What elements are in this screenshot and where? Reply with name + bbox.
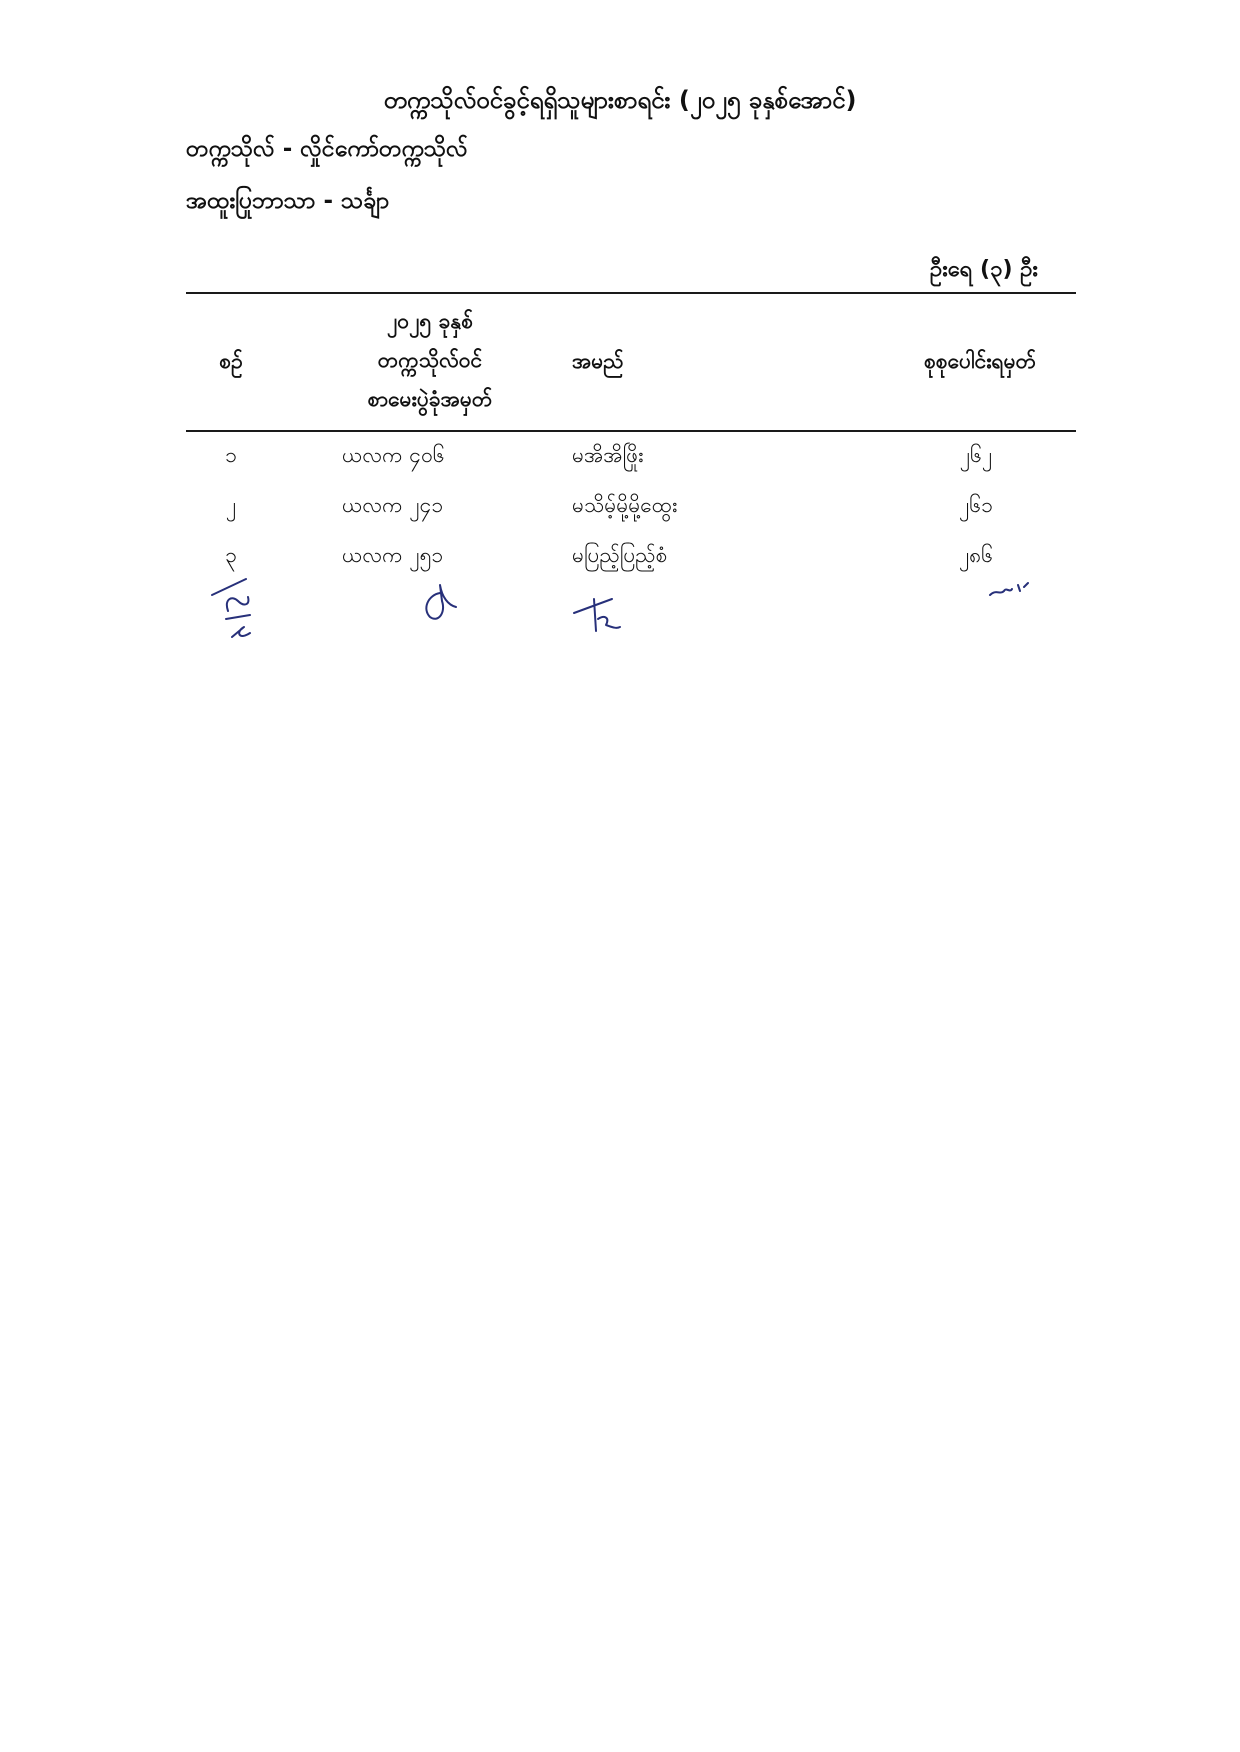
table-row xyxy=(186,482,1076,528)
row-serial-no: ၃ xyxy=(225,543,237,567)
handwritten-signatures xyxy=(0,575,1240,655)
header-serial-no: စဉ် xyxy=(219,349,243,373)
header-name: အမည် xyxy=(572,349,624,373)
row-exam-number: ယလက ၄၀၆ xyxy=(342,443,445,467)
header-total-marks: စုစုပေါင်းရမှတ် xyxy=(923,349,1037,373)
row-serial-no: ၂ xyxy=(225,493,237,517)
table-row xyxy=(186,532,1076,578)
header-exam-line-3: စာမေးပွဲခုံအမှတ် xyxy=(367,387,493,411)
row-total-marks: ၂၆၂ xyxy=(959,443,993,467)
row-name: မပြည့်ပြည့်စံ xyxy=(572,543,668,567)
row-total-marks: ၂၆၁ xyxy=(959,493,993,517)
student-count: ဦးရေ (၃) ဦး xyxy=(930,257,1038,282)
signature-mark-2 xyxy=(426,585,456,619)
university-line: တက္ကသိုလ် - လှိုင်ကော်တက္ကသိုလ် xyxy=(186,136,468,162)
table-top-rule xyxy=(186,292,1076,294)
table-row xyxy=(186,432,1076,478)
header-exam-line-2: တက္ကသိုလ်ဝင် xyxy=(377,348,483,372)
signature-mark-3 xyxy=(574,599,620,631)
subject-line: အထူးပြုဘာသာ - သင်္ချာ xyxy=(186,188,390,214)
row-serial-no: ၁ xyxy=(225,443,237,467)
row-total-marks: ၂၈၆ xyxy=(958,543,994,567)
row-exam-number: ယလက ၂၅၁ xyxy=(342,543,444,567)
signature-mark-1 xyxy=(212,579,250,637)
signature-mark-4 xyxy=(990,583,1028,595)
row-name: မအိအိဖြိုး xyxy=(572,443,644,467)
header-exam-number xyxy=(320,302,540,419)
header-exam-line-1: ၂၀၂၅ ခုနှစ် xyxy=(386,309,474,333)
row-name: မသိမ့်မို့မို့ထွေး xyxy=(572,493,678,517)
document-title: တက္ကသိုလ်ဝင်ခွင့်ရရှိသူများစာရင်း (၂၀၂၅ ခုနှစ်အောင်) xyxy=(383,86,857,114)
row-exam-number: ယလက ၂၄၁ xyxy=(342,493,444,517)
